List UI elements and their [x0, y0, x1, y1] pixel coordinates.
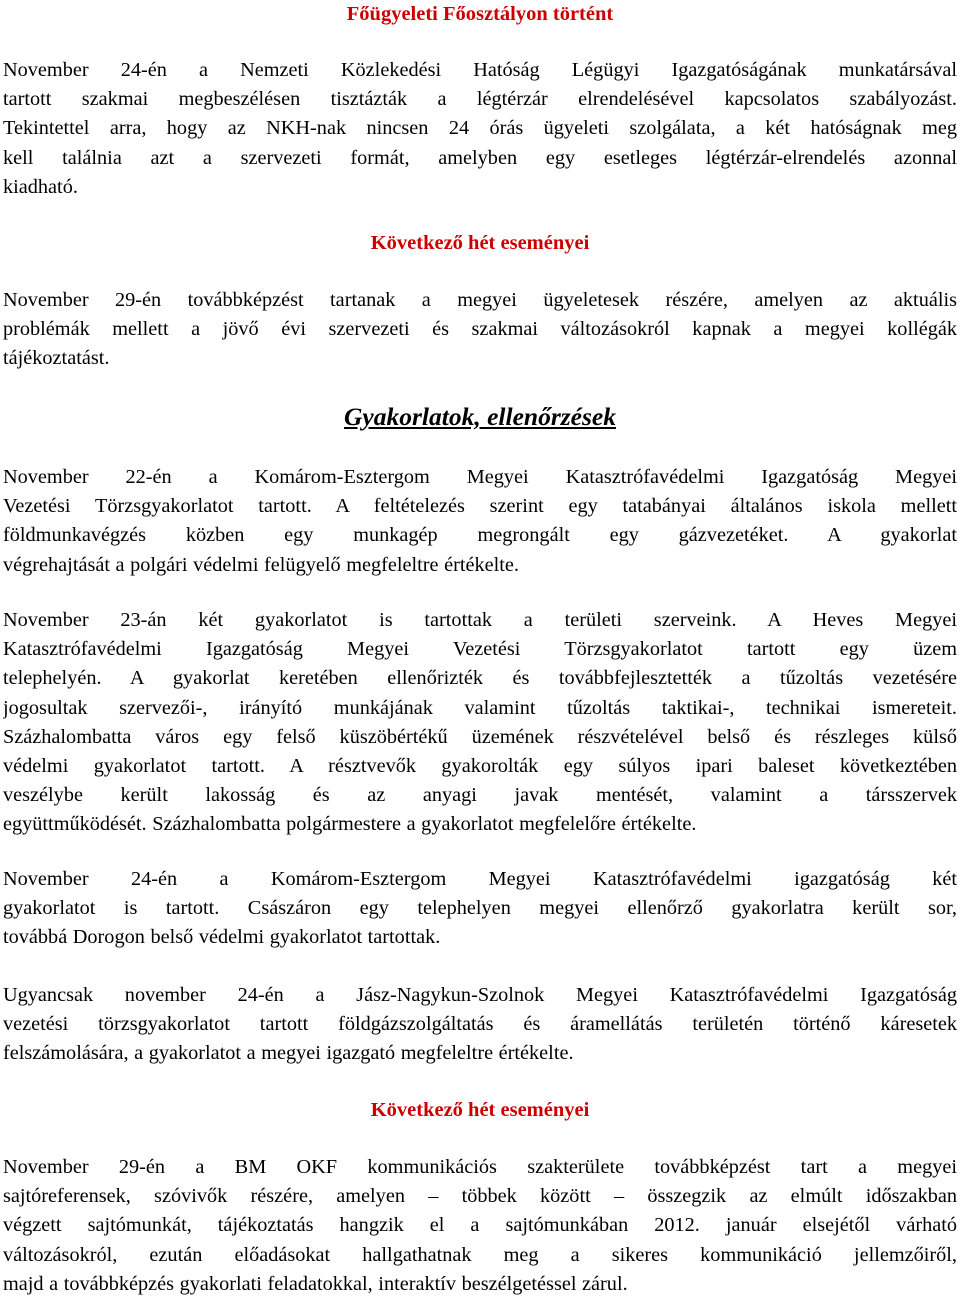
paragraph-jasz-nagykun-szolnok [3, 981, 957, 1069]
text-line: Ugyancsak november 24-én a Jász-Nagykun-Szolnok Megyei Katasztrófavédelmi Igazgatóság [3, 984, 957, 1006]
text-line: jogosultak szervezői-, irányító munkájának valamint tűzoltás taktikai-, technikai ismereteit. [3, 696, 957, 719]
text-line: gyakorlatot is tartott. Császáron egy telephelyen megyei ellenőrző gyakorlatra került sor, [3, 897, 957, 920]
text-line: földmunkavégzés közben egy munkagép megrongált egy gázvezetéket. A gyakorlat [3, 524, 957, 547]
exercises-heading: Gyakorlatok, ellenőrzések [344, 402, 616, 431]
text-line: November 22-én a Komárom-Esztergom Megyei Katasztrófavédelmi Igazgatóság Megyei [3, 466, 957, 488]
text-line: Tekintettel arra, hogy az NKH-nak nincsen 24 órás ügyeleti szolgálata, a két hatóságnak meg [3, 117, 957, 140]
text-line: problémák mellett a jövő évi szervezeti és szakmai változásokról kapnak a megyei kollégák [3, 318, 957, 341]
text-line: vezetési törzsgyakorlatot tartott földgázszolgáltatás és áramellátás területén történő káresetek [3, 1013, 957, 1036]
text-line: November 29-én továbbképzést tartanak a megyei ügyeletesek részére, amelyen az aktuális [3, 289, 957, 311]
text-line: tájékoztatást. [3, 347, 110, 370]
text-line: Katasztrófavédelmi Igazgatóság Megyei Vezetési Törzsgyakorlatot tartott egy üzem [3, 638, 957, 661]
text-line: védelmi gyakorlatot tartott. A résztvevők gyakorolták egy súlyos ipari baleset következtében [3, 755, 957, 778]
text-line: felszámolására, a gyakorlatot a megyei igazgató megfeleltre értékelte. [3, 1042, 574, 1065]
text-line: November 24-én a Nemzeti Közlekedési Hatóság Légügyi Igazgatóságának munkatársával [3, 59, 957, 81]
paragraph-communication-training [3, 1153, 957, 1299]
paragraph-nov-24 [3, 865, 957, 953]
text-line: változásokról, ezután előadásokat hallgathatnak meg a sikeres kommunikáció jellemzőiről, [3, 1243, 957, 1266]
text-line: telephelyén. A gyakorlat keretében ellenőrizték és továbbfejlesztették a tűzoltás vezetésére [3, 667, 957, 690]
text-line: veszélybe került lakosság és az anyagi javak mentését, valamint a társszervek [3, 784, 957, 807]
text-line: tartott szakmai megbeszélésen tisztázták a légtérzár elrendelésével kapcsolatos szabályozást. [3, 88, 957, 111]
paragraph-airspace-closure [3, 56, 957, 202]
paragraph-training [3, 286, 957, 374]
text-line: sajtóreferensek, szóvivők részére, amelyen – többek között – összegzik az elmúlt időszakban [3, 1185, 957, 1208]
text-line: majd a továbbképzés gyakorlati feladatokkal, interaktív beszélgetéssel zárul. [3, 1272, 628, 1295]
text-line: November 29-én a BM OKF kommunikációs szakterülete továbbképzést tart a megyei [3, 1156, 957, 1178]
paragraph-nov-22 [3, 463, 957, 580]
text-line: November 24-én a Komárom-Esztergom Megyei Katasztrófavédelmi igazgatóság két [3, 868, 957, 890]
text-line: együttműködését. Százhalombatta polgármestere a gyakorlatot megfelelőre értékelte. [3, 813, 697, 836]
next-week-heading: Következő hét eseményei [370, 1099, 590, 1121]
section-title: Főügyeleti Főosztályon történt [346, 3, 614, 25]
text-line: Százhalombatta város egy felső küszöbértékű üzemének részvételével belső és részleges külső [3, 725, 957, 748]
paragraph-nov-23 [3, 606, 957, 840]
text-line: November 23-án két gyakorlatot is tartottak a területi szerveink. A Heves Megyei [3, 609, 957, 631]
text-line: kiadható. [3, 175, 78, 198]
text-line: Vezetési Törzsgyakorlatot tartott. A feltételezés szerint egy tatabányai általános iskola mellett [3, 495, 957, 518]
text-line: kell találnia azt a szervezeti formát, amelyben egy esetleges légtérzár-elrendelés azonnal [3, 146, 957, 169]
text-line: végrehajtását a polgári védelmi felügyelő megfeleltre értékelte. [3, 553, 519, 576]
text-line: végzett sajtómunkát, tájékoztatás hangzik el a sajtómunkában 2012. január elsejétől várható [3, 1214, 957, 1237]
next-week-heading: Következő hét eseményei [370, 232, 590, 254]
text-line: továbbá Dorogon belső védelmi gyakorlatot tartottak. [3, 926, 441, 949]
